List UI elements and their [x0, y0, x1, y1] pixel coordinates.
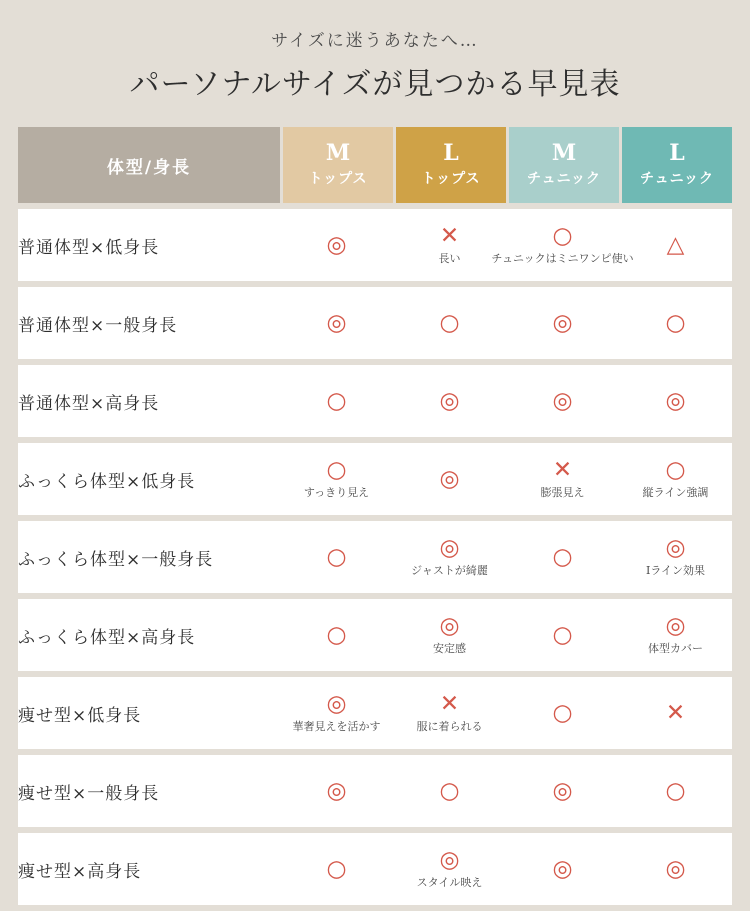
table-row — [18, 677, 732, 749]
rating-mark-icon: ◎ — [439, 534, 460, 561]
table-header-row — [18, 127, 732, 203]
rating-cell-content — [491, 209, 634, 281]
rating-mark-icon: ○ — [665, 777, 686, 804]
rating-cell-content — [619, 443, 732, 515]
rating-cell — [280, 677, 393, 749]
rating-cell-content — [619, 365, 732, 437]
rating-cell — [619, 755, 732, 827]
rating-cell-content — [619, 287, 732, 359]
row-header-label: 体型/身長 — [18, 127, 280, 203]
rating-cell-content — [393, 833, 506, 905]
rating-cell-content — [506, 443, 619, 515]
rating-cell-content — [280, 287, 393, 359]
rating-mark-icon: ◎ — [665, 534, 686, 561]
rating-cell-content — [393, 755, 506, 827]
rating-cell-content — [393, 677, 506, 749]
rating-cell — [280, 287, 393, 359]
rating-cell — [506, 365, 619, 437]
row-label: 痩せ型×一般身長 — [18, 755, 280, 827]
rating-cell-content — [393, 443, 506, 515]
rating-mark-icon: ◎ — [326, 309, 347, 336]
rating-mark-icon: ✕ — [665, 699, 686, 726]
rating-cell-content — [280, 833, 393, 905]
rating-cell — [280, 443, 393, 515]
column-size: L — [443, 139, 459, 166]
row-label: 普通体型×低身長 — [18, 209, 280, 281]
rating-cell — [393, 521, 506, 593]
page-title: パーソナルサイズが見つかる早見表 — [129, 67, 621, 102]
rating-cell — [619, 443, 732, 515]
rating-cell-content — [280, 209, 393, 281]
rating-mark-icon: ○ — [326, 543, 347, 570]
column-size: M — [325, 139, 351, 166]
rating-cell — [393, 287, 506, 359]
rating-cell-content — [393, 365, 506, 437]
table-row — [18, 833, 732, 905]
rating-cell — [506, 599, 619, 671]
rating-mark-icon: ○ — [552, 621, 573, 648]
rating-cell-content — [506, 833, 619, 905]
rating-mark-icon: ○ — [552, 222, 573, 249]
rating-cell — [393, 365, 506, 437]
size-matrix-table — [18, 121, 732, 911]
rating-note: 体型カバー — [648, 641, 703, 655]
rating-cell — [393, 209, 506, 281]
rating-cell — [506, 833, 619, 905]
rating-mark-icon: ✕ — [552, 456, 573, 483]
table-row — [18, 365, 732, 437]
rating-cell-content — [393, 287, 506, 359]
rating-cell — [280, 755, 393, 827]
rating-note: 服に着られる — [416, 719, 483, 733]
rating-mark-icon: ✕ — [439, 222, 460, 249]
row-label: 普通体型×一般身長 — [18, 287, 280, 359]
column-size: L — [669, 139, 685, 166]
rating-mark-icon: ○ — [326, 855, 347, 882]
table-row — [18, 599, 732, 671]
rating-cell — [506, 755, 619, 827]
rating-cell — [280, 209, 393, 281]
rating-note: チュニックはミニワンピ使い — [491, 251, 634, 265]
rating-cell — [393, 677, 506, 749]
rating-cell — [619, 365, 732, 437]
rating-mark-icon: ○ — [326, 456, 347, 483]
rating-mark-icon: △ — [666, 231, 685, 258]
rating-cell — [506, 287, 619, 359]
row-label: 痩せ型×高身長 — [18, 833, 280, 905]
rating-cell — [280, 599, 393, 671]
rating-cell — [280, 521, 393, 593]
table-row — [18, 443, 732, 515]
rating-mark-icon: ○ — [665, 309, 686, 336]
rating-note: 縦ライン強調 — [642, 485, 709, 499]
rating-cell — [280, 833, 393, 905]
row-label: ふっくら体型×一般身長 — [18, 521, 280, 593]
rating-cell — [619, 287, 732, 359]
rating-mark-icon: ◎ — [552, 309, 573, 336]
rating-cell — [280, 365, 393, 437]
rating-cell — [619, 599, 732, 671]
rating-cell-content — [506, 365, 619, 437]
rating-cell-content — [280, 677, 393, 749]
rating-cell-content — [280, 755, 393, 827]
rating-mark-icon: ○ — [552, 699, 573, 726]
column-kind: チュニック — [639, 171, 715, 188]
rating-cell-content — [619, 521, 732, 593]
rating-cell-content — [280, 599, 393, 671]
rating-cell — [619, 677, 732, 749]
rating-mark-icon: ◎ — [665, 855, 686, 882]
table-body — [18, 209, 732, 905]
table-header — [18, 127, 732, 203]
rating-cell-content — [506, 521, 619, 593]
rating-mark-icon: ◎ — [326, 690, 347, 717]
column-header-tunic-m — [506, 127, 619, 203]
rating-mark-icon: ◎ — [326, 777, 347, 804]
rating-mark-icon: ◎ — [439, 465, 460, 492]
rating-cell-content — [393, 599, 506, 671]
rating-note: 長い — [438, 251, 461, 265]
rating-cell — [393, 833, 506, 905]
rating-mark-icon: ◎ — [552, 387, 573, 414]
rating-note: すっきり見え — [303, 485, 370, 499]
table-row — [18, 521, 732, 593]
rating-note: スタイル映え — [416, 875, 483, 889]
rating-mark-icon: ○ — [326, 387, 347, 414]
column-header-tunic-l — [619, 127, 732, 203]
rating-cell-content — [393, 521, 506, 593]
column-kind: チュニック — [526, 171, 602, 188]
row-label: ふっくら体型×高身長 — [18, 599, 280, 671]
rating-cell — [619, 521, 732, 593]
table-row — [18, 287, 732, 359]
rating-mark-icon: ○ — [552, 543, 573, 570]
rating-cell-content — [280, 365, 393, 437]
rating-mark-icon: ○ — [665, 456, 686, 483]
column-header-tops-l — [393, 127, 506, 203]
rating-note: 安定感 — [433, 641, 466, 655]
rating-mark-icon: ◎ — [439, 612, 460, 639]
page-subtitle: サイズに迷うあなたへ… — [271, 31, 479, 51]
rating-cell-content — [619, 755, 732, 827]
rating-note: Iライン効果 — [645, 563, 705, 577]
rating-note: 膨張見え — [540, 485, 585, 499]
rating-cell-content — [506, 287, 619, 359]
rating-cell — [491, 209, 634, 281]
table-row — [18, 755, 732, 827]
rating-cell-content — [619, 677, 732, 749]
rating-mark-icon: ◎ — [326, 231, 347, 258]
rating-mark-icon: ◎ — [552, 777, 573, 804]
rating-mark-icon: ◎ — [665, 612, 686, 639]
rating-note: 華奢見えを活かす — [292, 719, 381, 733]
rating-cell — [506, 443, 619, 515]
row-label: 普通体型×高身長 — [18, 365, 280, 437]
rating-cell-content — [619, 599, 732, 671]
rating-cell — [393, 443, 506, 515]
rating-cell-content — [619, 209, 732, 281]
rating-cell-content — [280, 521, 393, 593]
rating-cell — [619, 833, 732, 905]
rating-cell-content — [506, 755, 619, 827]
rating-cell-content — [506, 677, 619, 749]
rating-cell — [506, 677, 619, 749]
rating-mark-icon: ◎ — [665, 387, 686, 414]
rating-mark-icon: ○ — [326, 621, 347, 648]
rating-cell — [506, 521, 619, 593]
rating-cell-content — [506, 599, 619, 671]
page-header — [18, 0, 732, 103]
rating-mark-icon: ◎ — [552, 855, 573, 882]
rating-cell-content — [619, 833, 732, 905]
row-label: ふっくら体型×低身長 — [18, 443, 280, 515]
rating-mark-icon: ✕ — [439, 690, 460, 717]
rating-cell-content — [280, 443, 393, 515]
rating-cell — [393, 599, 506, 671]
rating-mark-icon: ◎ — [439, 846, 460, 873]
column-header-tops-m — [280, 127, 393, 203]
column-kind: トップス — [421, 171, 481, 188]
row-label: 痩せ型×低身長 — [18, 677, 280, 749]
column-kind: トップス — [308, 171, 368, 188]
rating-note: ジャストが綺麗 — [411, 563, 488, 577]
rating-cell — [619, 209, 732, 281]
rating-cell — [393, 755, 506, 827]
rating-mark-icon: ○ — [439, 777, 460, 804]
column-size: M — [551, 139, 577, 166]
table-row — [18, 209, 732, 281]
rating-mark-icon: ○ — [439, 309, 460, 336]
rating-cell-content — [393, 209, 506, 281]
rating-mark-icon: ◎ — [439, 387, 460, 414]
